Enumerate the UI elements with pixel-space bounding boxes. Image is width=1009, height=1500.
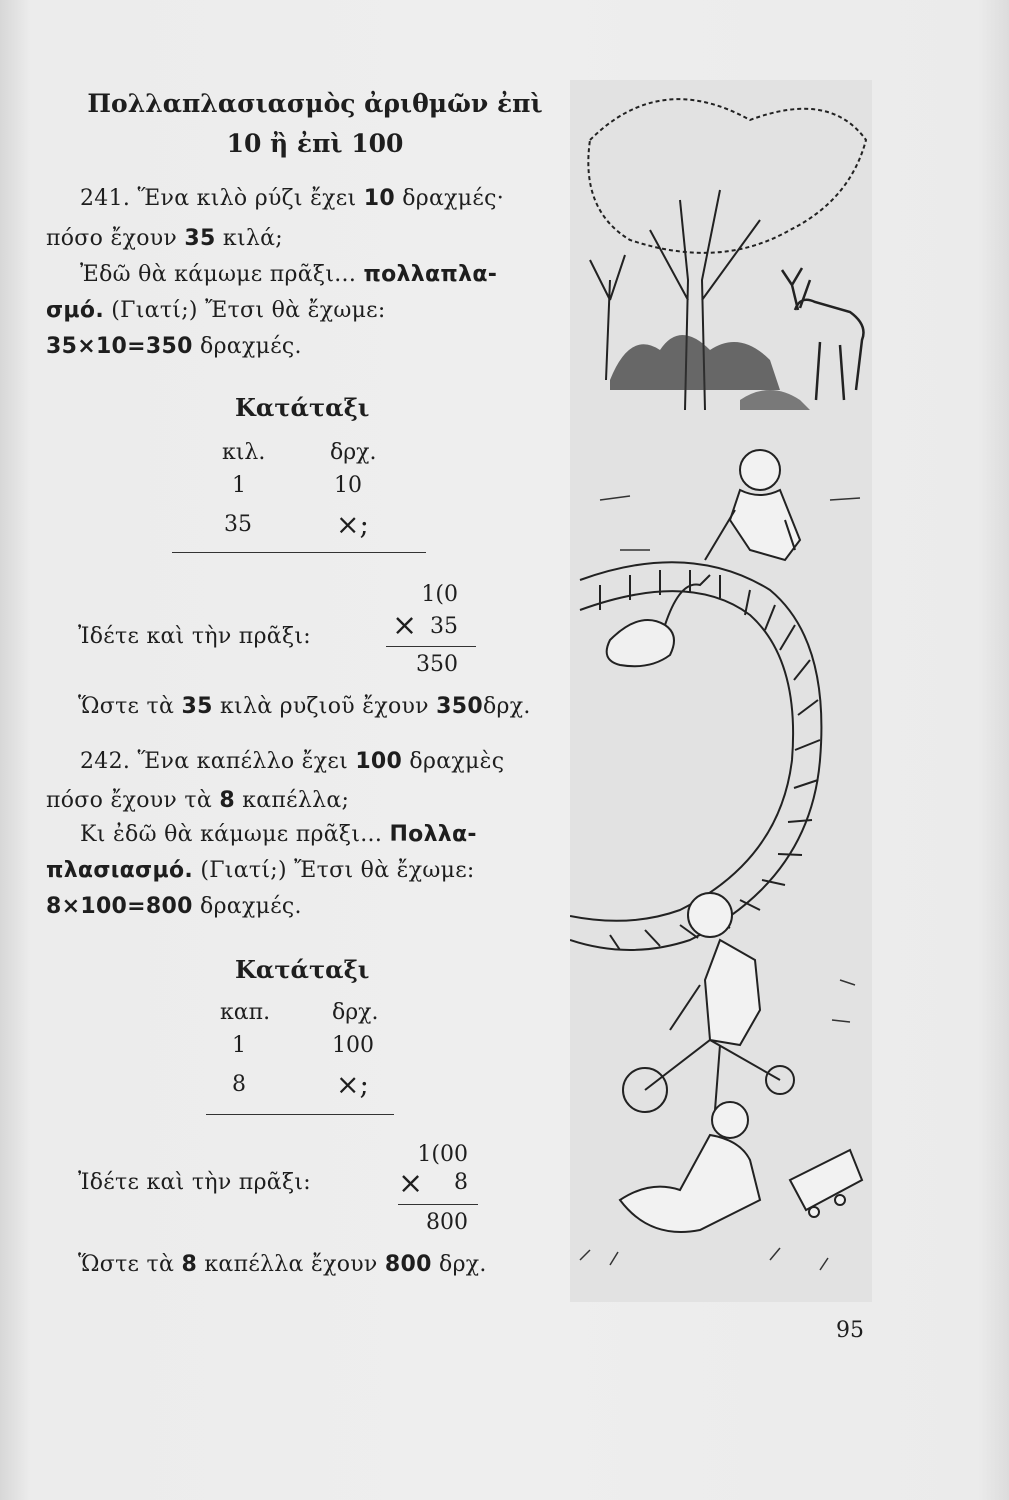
problem-241-line-3: Ἐδῶ θὰ κάμωμε πρᾶξι... πολλαπλα- (80, 262, 498, 287)
table-1-r2c1: 35 (224, 512, 252, 537)
table-1-rule (172, 552, 426, 553)
title-line-2: 10 ἢ ἐπὶ 100 (226, 129, 404, 158)
table-2-col-2-header: δρχ. (332, 1000, 379, 1025)
table-2-r1c1: 1 (232, 1033, 246, 1058)
section-title (60, 84, 570, 164)
problem-241-line-2: πόσο ἔχουν 35 κιλά; (46, 226, 283, 251)
problem-241-line-4: σμό. (Γιατί;) Ἔτσι θὰ ἔχωμε: (46, 298, 386, 323)
problem-242-equation: 8×100=800 δραχμές. (46, 894, 302, 919)
multiply-sign-icon: × (392, 608, 418, 643)
problem-241-line-1: 241. Ἕνα κιλὸ ρύζι ἔχει 10 δραχμές· (80, 186, 505, 211)
operation-2-result: 800 (426, 1210, 468, 1235)
operation-1-line (386, 646, 476, 647)
operation-1-multiplier: 35 (430, 614, 458, 639)
problem-242-line-3: Κι ἐδῶ θὰ κάμωμε πρᾶξι... Πολλα- (80, 822, 477, 847)
page-number: 95 (836, 1318, 864, 1343)
operation-1-top: 1(0 (421, 582, 458, 607)
multiply-sign-icon: × (398, 1166, 424, 1201)
operation-1-result: 350 (416, 652, 458, 677)
problem-242-line-2: πόσο ἔχουν τὰ 8 καπέλλα; (46, 788, 350, 813)
conclusion-242: Ὥστε τὰ 8 καπέλλα ἔχουν 800 δρχ. (78, 1252, 487, 1277)
problem-242-line-1: 242. Ἕνα καπέλλο ἔχει 100 δραχμὲς (80, 749, 505, 774)
table-1-r1c1: 1 (232, 473, 246, 498)
table-1-heading: Κατάταξι (235, 393, 370, 422)
operation-2-label: Ἰδέτε καὶ τὴν πρᾶξι: (78, 1170, 312, 1195)
operation-2-multiplier: 8 (454, 1170, 468, 1195)
table-2-r1c2: 100 (332, 1033, 374, 1058)
problem-241-equation: 35×10=350 δραχμές. (46, 334, 302, 359)
problem-242-line-4: πλασιασμό. (Γιατί;) Ἔτσι θὰ ἔχωμε: (46, 858, 475, 883)
title-line-1: Πολλαπλασιασμὸς ἀριθμῶν ἐπὶ (87, 89, 543, 118)
table-2-r2c1: 8 (232, 1072, 246, 1097)
conclusion-241: Ὥστε τὰ 35 κιλὰ ρυζιοῦ ἔχουν 350δρχ. (78, 694, 531, 719)
table-1-r2c2: ×; (336, 508, 369, 541)
table-1-col-1-header: κιλ. (222, 440, 266, 465)
table-2-r2c2: ×; (336, 1068, 369, 1101)
table-2-heading: Κατάταξι (235, 955, 370, 984)
operation-2-top: 1(00 (417, 1142, 468, 1167)
operation-2-line (398, 1204, 478, 1205)
table-1-r1c2: 10 (334, 473, 362, 498)
table-2-rule (206, 1114, 394, 1115)
table-1-col-2-header: δρχ. (330, 440, 377, 465)
park-illustration (570, 80, 872, 1302)
operation-1-label: Ἰδέτε καὶ τὴν πρᾶξι: (78, 624, 312, 649)
table-2-col-1-header: καπ. (220, 1000, 271, 1025)
